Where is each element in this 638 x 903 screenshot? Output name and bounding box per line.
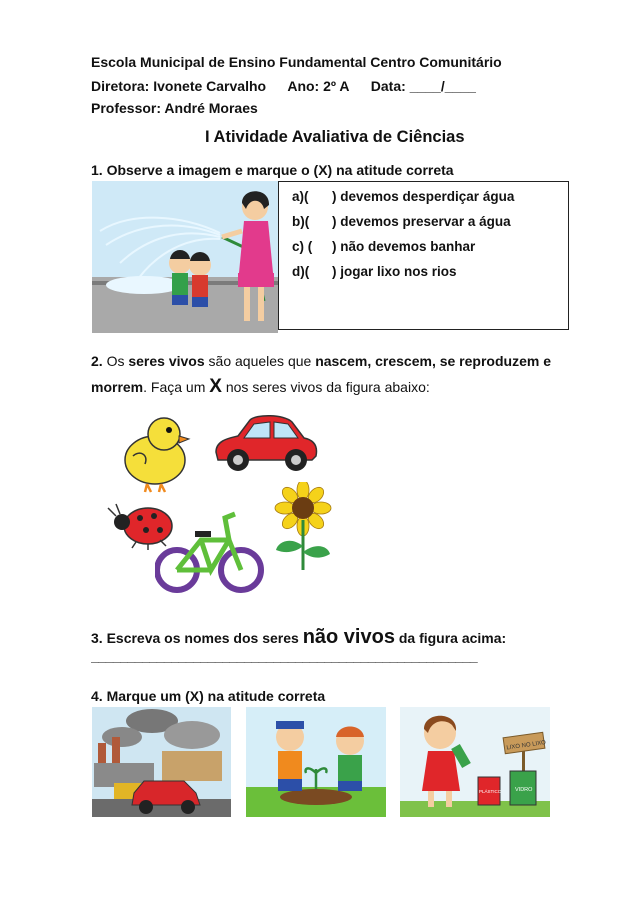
teacher-name: André Moraes: [164, 100, 258, 116]
q4-prompt: 4. Marque um (X) na atitude correta: [91, 688, 326, 704]
bicycle-illustration[interactable]: [155, 500, 265, 602]
header-line-3: [91, 98, 258, 118]
q3-text: 3. Escreva os nomes dos seres não vivos da figura acima:: [91, 626, 507, 648]
bin-vidro-label: VIDRO: [515, 787, 533, 793]
q1-option-c[interactable]: c) ( ) não devemos banhar: [292, 239, 476, 254]
q3-answer-line[interactable]: _____________________________________________________: [91, 648, 478, 664]
grade-label: Ano:: [287, 78, 320, 94]
car-illustration[interactable]: [210, 412, 320, 474]
q1-option-a[interactable]: a)( ) devemos desperdiçar água: [292, 189, 515, 204]
recycling-girl-illustration[interactable]: [400, 707, 550, 817]
date-label: Data:: [370, 78, 406, 94]
director-name: Ivonete Carvalho: [153, 78, 267, 94]
bin-plastico-label: PLÁSTICO: [479, 789, 502, 794]
pollution-illustration[interactable]: [92, 707, 231, 817]
chick-illustration[interactable]: [117, 412, 192, 494]
q1-options-box: [278, 181, 569, 330]
school-name: Escola Municipal de Ensino Fundamental Centro Comunitário: [91, 54, 502, 70]
q2-text: 2. Os seres vivos são aqueles que nascem, crescem, se reproduzem e morrem. Faça um X nos seres vivos da figura abaixo:: [91, 353, 551, 397]
q1-option-d[interactable]: d)( ) jogar lixo nos rios: [292, 264, 457, 279]
sunflower-illustration[interactable]: [268, 482, 338, 572]
page-title: I Atividade Avaliativa de Ciências: [205, 128, 465, 146]
director-label: Diretora:: [91, 78, 150, 94]
grade-value: 2º A: [323, 78, 349, 94]
q1-option-b[interactable]: b)( ) devemos preservar a água: [292, 214, 511, 229]
date-blank: ____/____: [409, 78, 476, 94]
water-hose-illustration: [92, 181, 278, 333]
header-line-2: [91, 76, 476, 96]
planting-kids-illustration[interactable]: [246, 707, 386, 817]
sign-lixo-no-lixo: LIXO NO LIXO: [506, 739, 547, 752]
q1-prompt: 1. Observe a imagem e marque o (X) na atitude correta: [91, 162, 454, 178]
teacher-label: Professor:: [91, 100, 162, 116]
